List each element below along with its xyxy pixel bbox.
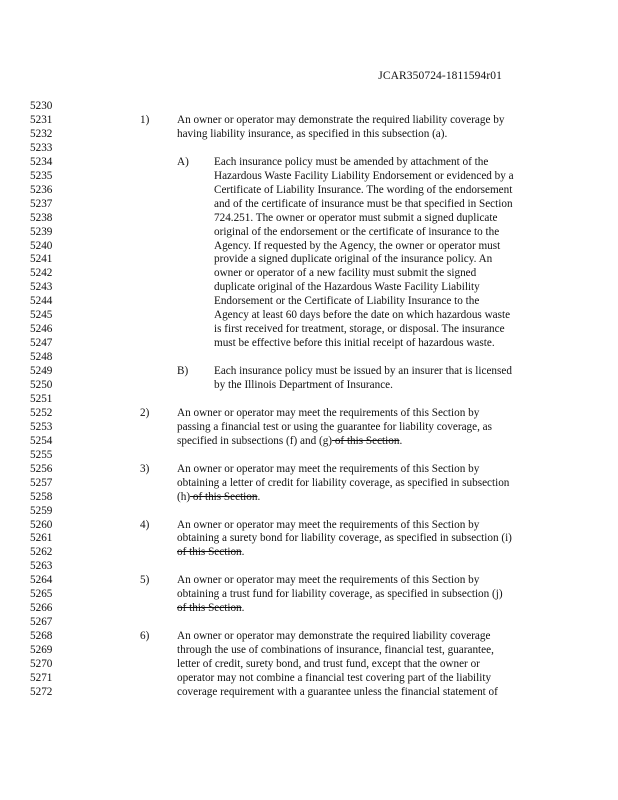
line-number: 5255	[30, 448, 53, 461]
line-number: 5259	[30, 504, 53, 517]
document-line	[0, 225, 618, 239]
document-line	[0, 336, 618, 350]
line-text	[214, 169, 514, 183]
line-number: 5245	[30, 309, 53, 322]
line-text	[214, 197, 513, 211]
line-number: 5243	[30, 281, 53, 294]
line-number: 5242	[30, 267, 53, 280]
document-line	[0, 559, 618, 573]
document-line	[0, 294, 618, 308]
document-line	[0, 392, 618, 406]
line-text	[177, 601, 244, 615]
document-line	[0, 657, 618, 671]
line-number: 5237	[30, 197, 53, 210]
struck-text: of this Section	[177, 546, 242, 559]
line-text-tail: .	[399, 434, 403, 447]
line-number: 5240	[30, 239, 53, 252]
line-text	[177, 113, 504, 127]
line-text-main: provide a signed duplicate original of the insurance policy. An	[214, 253, 493, 266]
line-text-main: specified in subsections (f) and (g)	[177, 434, 333, 447]
line-text-main: operator may not combine a financial test covering part of the liability	[177, 671, 492, 684]
document-line	[0, 322, 618, 336]
line-text-main: An owner or operator may meet the requirements of this Section by	[177, 574, 480, 587]
line-text	[214, 336, 495, 350]
struck-text: of this Section	[332, 434, 400, 447]
paragraph-label: 1)	[140, 113, 150, 126]
line-number: 5253	[30, 420, 53, 433]
line-text	[214, 378, 393, 392]
line-text	[177, 643, 494, 657]
line-number: 5244	[30, 295, 53, 308]
line-number: 5247	[30, 337, 53, 350]
line-text	[177, 406, 479, 420]
line-text-main: Hazardous Waste Facility Liability Endorsement or evidenced by a	[214, 169, 514, 182]
document-line	[0, 545, 618, 559]
line-number: 5258	[30, 490, 53, 503]
line-number: 5261	[30, 532, 53, 545]
line-text-main: must be effective before this initial receipt of hazardous waste.	[214, 337, 495, 350]
line-text	[214, 322, 505, 336]
line-text-main: Endorsement or the Certificate of Liability Insurance to the	[214, 295, 480, 308]
line-number: 5252	[30, 406, 53, 419]
line-number: 5271	[30, 671, 53, 684]
document-line	[0, 211, 618, 225]
document-line	[0, 685, 618, 699]
line-text-main: obtaining a trust fund for liability coverage, as specified in subsection (j)	[177, 588, 503, 601]
line-text	[214, 252, 492, 266]
line-text-main: obtaining a letter of credit for liability coverage, as specified in subsection	[177, 476, 510, 489]
line-text-main: original of the endorsement or the certificate of insurance to the	[214, 225, 500, 238]
line-number: 5267	[30, 616, 53, 629]
document-line	[0, 573, 618, 587]
line-number: 5246	[30, 323, 53, 336]
paragraph-label: B)	[177, 365, 189, 378]
struck-text: of this Section	[177, 602, 242, 615]
line-text-main: and of the certificate of insurance must be that specified in Section	[214, 197, 513, 210]
line-text	[177, 685, 498, 699]
document-line	[0, 308, 618, 322]
line-number: 5236	[30, 183, 53, 196]
line-number: 5269	[30, 644, 53, 657]
document-line	[0, 587, 618, 601]
line-text	[214, 280, 480, 294]
document-line	[0, 434, 618, 448]
line-text	[177, 476, 509, 490]
line-text	[214, 225, 499, 239]
line-text-main: obtaining a surety bond for liability coverage, as specified in subsection (i)	[177, 532, 512, 545]
line-text	[177, 671, 491, 685]
document-line	[0, 448, 618, 462]
struck-text: of this Section	[190, 490, 258, 503]
line-number: 5250	[30, 379, 53, 391]
line-text	[177, 545, 244, 559]
line-text	[177, 462, 479, 476]
document-line	[0, 141, 618, 155]
line-number: 5272	[30, 685, 53, 698]
line-text-tail: .	[241, 546, 245, 559]
document-line	[0, 99, 618, 113]
line-text-main: An owner or operator may demonstrate the required liability coverage by	[177, 113, 505, 126]
line-number: 5256	[30, 462, 53, 475]
line-text	[177, 587, 503, 601]
document-line	[0, 490, 618, 504]
paragraph-label: 2)	[140, 406, 150, 419]
line-text-main: 724.251. The owner or operator must submit a signed duplicate	[214, 211, 498, 224]
line-text	[177, 573, 479, 587]
line-text-main: coverage requirement with a guarantee unless the financial statement of	[177, 685, 498, 698]
document-code-header: JCAR350724-1811594r01	[378, 70, 502, 82]
document-line	[0, 643, 618, 657]
line-text	[214, 211, 497, 225]
line-number: 5264	[30, 574, 53, 587]
line-number: 5265	[30, 588, 53, 601]
document-line	[0, 155, 618, 169]
line-number: 5266	[30, 602, 53, 615]
paragraph-label: 3)	[140, 462, 150, 475]
line-number: 5234	[30, 155, 53, 168]
line-text	[177, 531, 512, 545]
line-text	[177, 657, 480, 671]
line-text-main: An owner or operator may demonstrate the required liability coverage	[177, 630, 491, 643]
line-text-tail: .	[241, 602, 245, 615]
line-text-main: Each insurance policy must be issued by an insurer that is licensed	[214, 365, 512, 378]
paragraph-label: 4)	[140, 518, 150, 531]
document-line	[0, 239, 618, 253]
document-line	[0, 462, 618, 476]
line-text-main: Agency. If requested by the Agency, the owner or operator must	[214, 239, 501, 252]
line-number: 5232	[30, 127, 53, 140]
line-text-main: An owner or operator may meet the requirements of this Section by	[177, 462, 480, 475]
line-text	[177, 434, 402, 448]
document-line	[0, 629, 618, 643]
line-number: 5270	[30, 658, 53, 670]
line-text	[177, 420, 492, 434]
paragraph-label: 6)	[140, 630, 150, 643]
line-text	[177, 127, 447, 141]
document-line	[0, 518, 618, 532]
line-number: 5231	[30, 113, 53, 126]
document-line	[0, 113, 618, 127]
line-text-main: Agency at least 60 days before the date on which hazardous waste	[214, 309, 511, 322]
document-line	[0, 252, 618, 266]
line-text-main: owner or operator of a new facility must submit the signed	[214, 267, 477, 280]
line-number: 5263	[30, 560, 53, 573]
line-number: 5262	[30, 546, 53, 559]
line-text	[177, 490, 260, 504]
line-text-main: (h)	[177, 490, 191, 503]
line-text-main: Certificate of Liability Insurance. The wording of the endorsement	[214, 183, 513, 196]
line-text	[214, 266, 476, 280]
line-number: 5241	[30, 253, 53, 266]
paragraph-label: 5)	[140, 574, 150, 587]
line-text-main: duplicate original of the Hazardous Waste Facility Liability	[214, 281, 480, 294]
paragraph-label: A)	[177, 155, 189, 168]
line-number: 5235	[30, 169, 53, 182]
document-line	[0, 350, 618, 364]
line-number: 5268	[30, 630, 53, 643]
line-text-main: An owner or operator may meet the requirements of this Section by	[177, 518, 480, 531]
line-number: 5248	[30, 351, 53, 364]
line-text-main: An owner or operator may meet the requirements of this Section by	[177, 406, 480, 419]
line-text-main: letter of credit, surety bond, and trust fund, except that the owner or	[177, 658, 480, 670]
line-text	[177, 518, 479, 532]
line-text-main: is first received for treatment, storage, or disposal. The insurance	[214, 323, 505, 336]
document-line	[0, 169, 618, 183]
line-text	[214, 294, 479, 308]
line-text	[214, 308, 510, 322]
document-line	[0, 615, 618, 629]
line-number: 5230	[30, 100, 53, 112]
document-line	[0, 364, 618, 378]
line-text	[214, 183, 512, 197]
line-text-main: passing a financial test or using the guarantee for liability coverage, as	[177, 420, 493, 433]
document-line	[0, 476, 618, 490]
document-line	[0, 280, 618, 294]
document-line	[0, 420, 618, 434]
document-line	[0, 671, 618, 685]
line-number: 5260	[30, 518, 53, 531]
line-number: 5257	[30, 476, 53, 489]
document-line	[0, 378, 618, 392]
document-line	[0, 183, 618, 197]
line-number: 5254	[30, 434, 53, 447]
document-line	[0, 266, 618, 280]
line-text-main: having liability insurance, as specified in this subsection (a).	[177, 127, 448, 140]
line-text-tail: .	[257, 490, 261, 503]
document-line	[0, 504, 618, 518]
line-number: 5249	[30, 365, 53, 378]
line-number: 5239	[30, 225, 53, 238]
line-text-main: by the Illinois Department of Insurance.	[214, 379, 393, 391]
line-text	[214, 239, 500, 253]
document-line	[0, 531, 618, 545]
line-number: 5238	[30, 211, 53, 224]
line-number: 5251	[30, 392, 53, 405]
document-line	[0, 127, 618, 141]
line-text	[214, 155, 488, 169]
document-line	[0, 601, 618, 615]
line-number: 5233	[30, 141, 53, 154]
line-text	[177, 629, 490, 643]
line-text-main: through the use of combinations of insurance, financial test, guarantee,	[177, 644, 494, 657]
line-text	[214, 364, 512, 378]
document-line	[0, 197, 618, 211]
document-line	[0, 406, 618, 420]
line-text-main: Each insurance policy must be amended by attachment of the	[214, 155, 489, 168]
